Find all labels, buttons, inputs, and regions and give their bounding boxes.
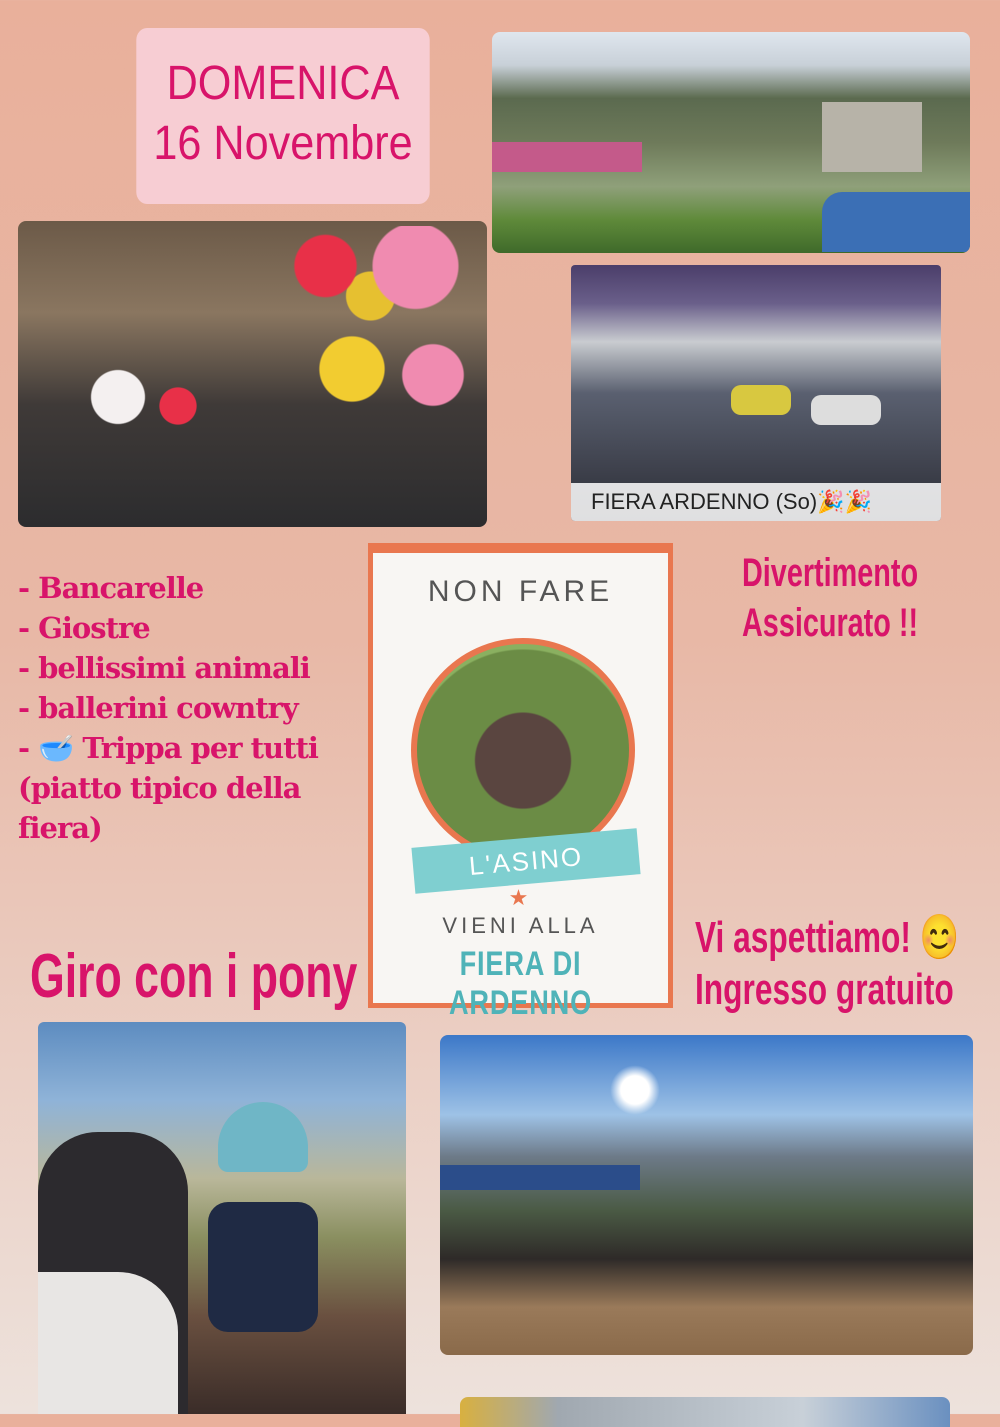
pony-heading: Giro con i pony [30, 942, 358, 1011]
party-emoji: 🎉🎉 [817, 489, 872, 514]
tagline-line2: Assicurato !! [742, 601, 919, 645]
poster-line1: NON FARE [427, 575, 614, 608]
list-item: - 🥣 Trippa per tutti [18, 731, 318, 765]
pony-ride-photo [38, 1022, 406, 1414]
poster-line2: VIENI ALLA [442, 913, 599, 938]
bottom-photo [460, 1397, 950, 1427]
list-item: - bellissimi animali [18, 651, 310, 685]
country-dancers-photo [440, 1035, 973, 1355]
welcome-line1: Vi aspettiamo! 😊 [695, 913, 960, 962]
list-item: - Giostre [18, 611, 150, 645]
poster-ribbon: L'ASINO [411, 828, 640, 894]
welcome-text [695, 912, 960, 1016]
balloons-photo [18, 221, 487, 527]
poster-line3: FIERA DI ARDENNO [448, 945, 593, 1022]
caption-text: FIERA ARDENNO (So) [591, 489, 818, 514]
tagline-line1: Divertimento [742, 551, 919, 595]
welcome-line2: Ingresso gratuito [695, 965, 954, 1014]
donkey-image [411, 638, 635, 862]
bumper-cars-photo [571, 265, 941, 521]
list-item: (piatto tipico della [18, 771, 301, 805]
tagline [742, 548, 918, 648]
day-label: DOMENICA [166, 57, 400, 110]
bumper-caption [571, 483, 941, 521]
star-icon: ★ [508, 885, 533, 910]
list-item: fiera) [18, 811, 102, 845]
list-item: - Bancarelle [18, 571, 204, 605]
features-list [18, 568, 318, 848]
date-banner [136, 28, 429, 204]
donkey-poster [368, 543, 673, 1022]
list-item: - ballerini cowntry [18, 691, 298, 725]
fairground-photo [492, 32, 970, 253]
date-label: 16 Novembre [153, 117, 413, 170]
